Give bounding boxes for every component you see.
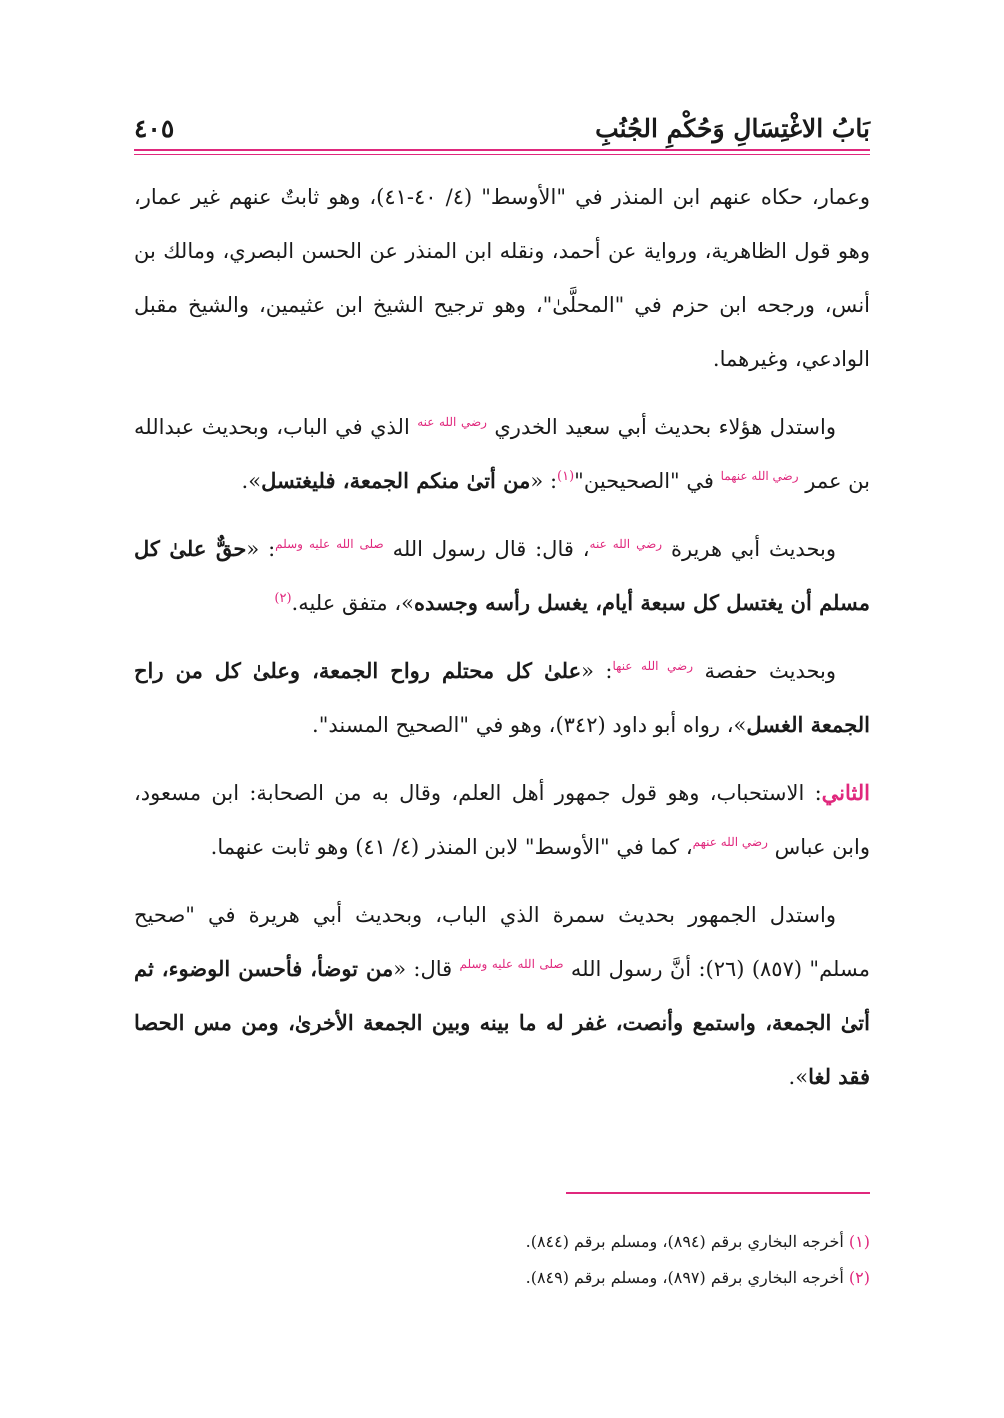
paragraph-text: ». — [788, 1065, 809, 1089]
footnotes — [134, 1224, 870, 1296]
paragraph-text: »، متفق عليه. — [291, 591, 414, 615]
hadith-quote: علىٰ كل محتلم رواح الجمعة، وعلىٰ كل من راح الجمعة الغسل — [134, 658, 870, 737]
paragraph-6 — [134, 888, 870, 1104]
honorific-glyph: صلى الله عليه وسلم — [459, 957, 564, 971]
paragraph-3 — [134, 522, 870, 630]
page-number: ٤٠٥ — [134, 114, 175, 143]
footnote-separator — [566, 1192, 870, 1194]
honorific-glyph: صلى الله عليه وسلم — [275, 537, 384, 551]
footnote-text: أخرجه البخاري برقم (٨٩٤)، ومسلم برقم (٨٤٤). — [525, 1232, 844, 1251]
paragraph-text: الذي في الباب، وبحديث عبدالله بن عمر — [134, 415, 870, 493]
section-label: الثاني — [821, 780, 870, 805]
paragraph-text: ، قال: قال رسول الله — [392, 537, 590, 561]
paragraph-text: وبحديث حفصة — [704, 659, 837, 683]
page-header — [134, 112, 870, 152]
paragraph-text: وبحديث أبي هريرة — [670, 537, 836, 561]
honorific-glyph: رضي الله عنه — [589, 537, 663, 551]
paragraph-text: واستدل الجمهور بحديث سمرة الذي الباب، وبحديث أبي هريرة في "صحيح مسلم" (٨٥٧) (٢٦): أنَّ رسول الله — [134, 903, 870, 981]
paragraph-text: : « — [581, 659, 613, 683]
footnote-1 — [134, 1224, 870, 1260]
honorific-glyph: رضي الله عنه — [417, 415, 487, 429]
paragraph-text: في "الصحيحين" — [574, 469, 714, 493]
header-rule — [134, 149, 870, 151]
honorific-glyph: رضي الله عنهما — [720, 469, 799, 483]
paragraph-text: ». — [241, 469, 262, 493]
paragraph-1 — [134, 170, 870, 386]
paragraph-text: ، كما في "الأوسط" لابن المنذر (٤/ ٤١) وهو ثابت عنهما. — [210, 835, 693, 859]
paragraph-2 — [134, 400, 870, 508]
hadith-quote: حقٌّ علىٰ كل مسلم أن يغتسل كل سبعة أيام، يغسل رأسه وجسده — [134, 536, 870, 615]
header-rule-thin — [134, 154, 870, 155]
hadith-quote: من أتىٰ منكم الجمعة، فليغتسل — [261, 468, 531, 493]
footnote-number: (١) — [848, 1232, 870, 1251]
main-text — [134, 170, 870, 1118]
footnote-2 — [134, 1260, 870, 1296]
honorific-glyph: رضي الله عنها — [612, 659, 694, 673]
footnote-text: أخرجه البخاري برقم (٨٩٧)، ومسلم برقم (٨٤٩). — [525, 1268, 844, 1287]
footnote-ref[interactable]: (٢) — [274, 591, 292, 606]
paragraph-text: وعمار، حكاه عنهم ابن المنذر في "الأوسط" (٤/ ٤٠-٤١)، وهو ثابتٌ عنهم غير عمار، وهو قول الظاهرية، ورواية عن أحمد، ونقله ابن المنذر عن الحسن البصري، ومالك بن أنس، ورجحه ابن حزم في "المحلَّىٰ"، وهو ترجيح الشيخ ابن عثيمين، والشيخ مقبل الوادعي، وغيرهما. — [134, 185, 870, 371]
footnote-number: (٢) — [848, 1268, 870, 1287]
paragraph-text: قال: « — [393, 957, 453, 981]
paragraph-4 — [134, 644, 870, 752]
chapter-title: بَابُ الاغْتِسَالِ وَحُكْمِ الجُنُبِ — [595, 114, 870, 143]
paragraph-5 — [134, 766, 870, 874]
paragraph-text: : « — [246, 537, 276, 561]
paragraph-text: : الاستحباب، وهو قول جمهور أهل العلم، وقال به من الصحابة: ابن مسعود، وابن عباس — [134, 781, 870, 859]
paragraph-text: : « — [530, 469, 558, 493]
paragraph-text: واستدل هؤلاء بحديث أبي سعيد الخدري — [494, 415, 836, 439]
footnote-ref[interactable]: (١) — [557, 469, 575, 484]
paragraph-text: »، رواه أبو داود (٣٤٢)، وهو في "الصحيح المسند". — [312, 713, 747, 737]
hadith-quote: من توضأ، فأحسن الوضوء، ثم أتىٰ الجمعة، واستمع وأنصت، غفر له ما بينه وبين الجمعة الأخرىٰ، ومن مس الحصا فقد لغا — [134, 956, 870, 1089]
honorific-glyph: رضي الله عنهم — [692, 835, 768, 849]
